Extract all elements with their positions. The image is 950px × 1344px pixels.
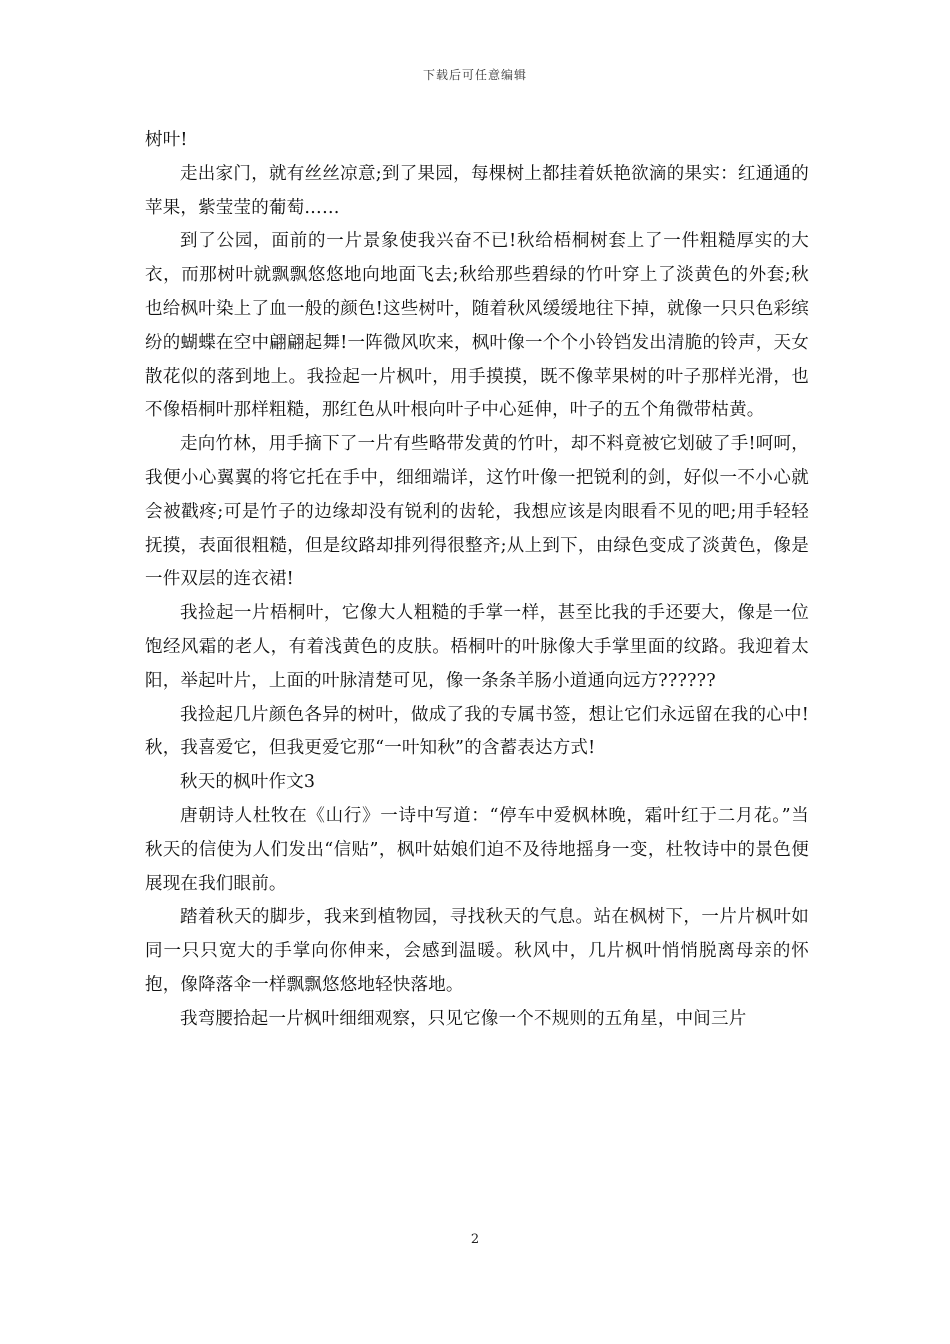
paragraph: 到了公园，面前的一片景象使我兴奋不已!秋给梧桐树套上了一件粗糙厚实的大衣，而那树叶就飘飘悠悠地向地面飞去;秋给那些碧绿的竹叶穿上了淡黄色的外套;秋也给枫叶染上了血一般的颜色!这些树叶，随着秋风缓缓地往下掉，就像一只只色彩缤纷的蝴蝶在空中翩翩起舞!一阵微风吹来，枫叶像一个个小铃铛发出清脆的铃声，天女散花似的落到地上。我捡起一片枫叶，用手摸摸，既不像苹果树的叶子那样光滑，也不像梧桐叶那样粗糙，那红色从叶根向叶子中心延伸，叶子的五个角微带枯黄。: [145, 231, 809, 421]
paragraph: 树叶!: [145, 130, 188, 150]
paragraph: 我弯腰拾起一片枫叶细细观察，只见它像一个不规则的五角星，中间三片: [180, 1008, 747, 1029]
paragraph: 我捡起几片颜色各异的树叶，做成了我的专属书签，想让它们永远留在我的心中!秋，我喜爱它，但我更爱它那“一叶知秋”的含蓄表达方式!: [145, 704, 809, 759]
document-body: [145, 124, 809, 1037]
paragraph: 踏着秋天的脚步，我来到植物园，寻找秋天的气息。站在枫树下，一片片枫叶如同一只只宽大的手掌向你伸来，会感到温暖。秋风中，几片枫叶悄悄脱离母亲的怀抱，像降落伞一样飘飘悠悠地轻快落地。: [145, 907, 809, 995]
page-header: 下载后可任意编辑: [422, 68, 527, 82]
page-number: 2: [470, 1232, 480, 1247]
paragraph: 唐朝诗人杜牧在《山行》一诗中写道：“停车中爱枫林晚，霜叶红于二月花。”当秋天的信使为人们发出“信贴”，枫叶姑娘们迫不及待地摇身一变，杜牧诗中的景色便展现在我们眼前。: [145, 805, 809, 894]
paragraph: 我捡起一片梧桐叶，它像大人粗糙的手掌一样，甚至比我的手还要大，像是一位饱经风霜的老人，有着浅黄色的皮肤。梧桐叶的叶脉像大手掌里面的纹路。我迎着太阳，举起叶片，上面的叶脉清楚可见，像一条条羊肠小道通向远方??????: [145, 603, 809, 691]
section-title: 秋天的枫叶作文3: [180, 772, 316, 793]
paragraph: 走向竹林，用手摘下了一片有些略带发黄的竹叶，却不料竟被它划破了手!呵呵，我便小心翼翼的将它托在手中，细细端详，这竹叶像一把锐利的剑，好似一不小心就会被戳疼;可是竹子的边缘却没有锐利的齿轮，我想应该是肉眼看不见的吧;用手轻轻抚摸，表面很粗糙，但是纹路却排列得很整齐;从上到下，由绿色变成了淡黄色，像是一件双层的连衣裙!: [145, 434, 809, 590]
paragraph: 走出家门，就有丝丝凉意;到了果园，每棵树上都挂着妖艳欲滴的果实：红通通的苹果，紫莹莹的葡萄……: [145, 163, 809, 218]
